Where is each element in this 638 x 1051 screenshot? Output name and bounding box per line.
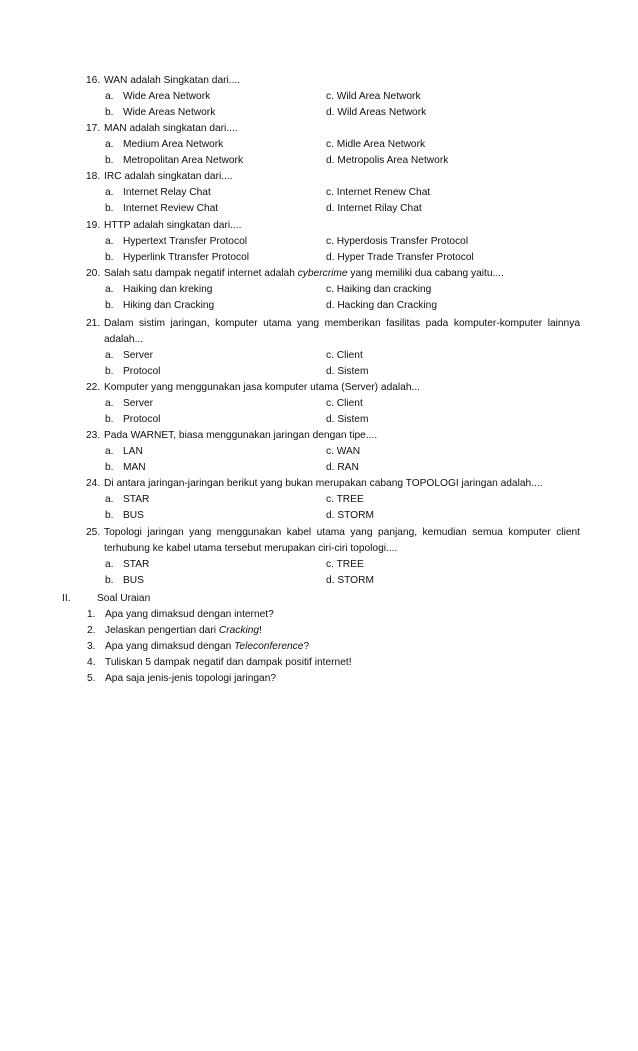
option-b: Protocol [123,366,161,377]
question-number: 16. [86,75,101,86]
option-letter: a. [105,350,114,361]
question-21 [80,316,580,380]
question-20 [80,266,580,314]
question-number: 18. [86,171,101,182]
option-letter: b. [105,155,114,166]
option-c: c. TREE [326,559,364,570]
option-b: Hiking dan Cracking [123,300,215,311]
essay-number: 3. [87,641,96,652]
option-a: Server [123,398,154,409]
option-letter: a. [105,187,114,198]
essay-text-emphasis: Cracking [218,625,260,636]
option-d: d. STORM [326,510,374,521]
question-text-emphasis: cybercrime [297,268,348,279]
option-letter: b. [105,203,114,214]
essay-text [105,639,309,655]
option-b: Protocol [123,414,161,425]
option-letter: b. [105,414,114,425]
list-item [80,623,580,639]
option-c: c. Midle Area Network [326,139,426,150]
option-letter: b. [105,252,114,263]
essay-text-pre: Jelaskan pengertian dari [105,625,219,636]
essay-list [80,607,580,687]
option-letter: b. [105,510,114,521]
question-text: HTTP adalah singkatan dari.... [104,220,242,231]
essay-text: Apa yang dimaksud dengan internet? [105,609,274,620]
option-b: BUS [123,510,144,521]
option-b: Metropolitan Area Network [123,155,244,166]
question-number: 24. [86,478,101,489]
option-a: Wide Area Network [123,91,211,102]
essay-number: 5. [87,673,96,684]
essay-text: Tuliskan 5 dampak negatif dan dampak positif internet! [105,657,352,668]
option-a: LAN [123,446,143,457]
question-text: Dalam sistim jaringan, komputer utama yang memberikan fasilitas pada komputer-komputer lainnya adalah... [104,318,580,345]
option-b: BUS [123,575,144,586]
option-b: MAN [123,462,146,473]
option-b: Wide Areas Network [123,107,216,118]
option-c: c. Haiking dan cracking [326,284,432,295]
question-17 [80,121,580,169]
essay-number: 2. [87,625,96,636]
section-number: II. [62,593,71,604]
option-letter: b. [105,462,114,473]
option-d: d. Sistem [326,414,369,425]
list-item [80,671,580,687]
option-a: STAR [123,494,150,505]
question-number: 17. [86,123,101,134]
option-d: d. RAN [326,462,359,473]
option-a: Medium Area Network [123,139,224,150]
question-text: Di antara jaringan-jaringan berikut yang bukan merupakan cabang TOPOLOGI jaringan adalah.... [104,478,543,489]
option-letter: a. [105,398,114,409]
essay-text-pre: Apa yang dimaksud dengan [105,641,235,652]
option-c: c. Wild Area Network [326,91,421,102]
option-a: Haiking dan kreking [123,284,213,295]
option-d: d. Metropolis Area Network [326,155,449,166]
question-text: MAN adalah singkatan dari.... [104,123,238,134]
option-letter: a. [105,559,114,570]
option-letter: b. [105,575,114,586]
option-b: Internet Review Chat [123,203,219,214]
option-b: Hyperlink Ttransfer Protocol [123,252,250,263]
option-letter: b. [105,107,114,118]
question-number: 21. [86,318,101,329]
option-letter: a. [105,494,114,505]
option-letter: b. [105,366,114,377]
option-d: d. Hyper Trade Transfer Protocol [326,252,474,263]
question-24 [80,476,580,524]
option-c: c. Client [326,398,363,409]
question-23 [80,428,580,476]
essay-number: 4. [87,657,96,668]
option-d: d. STORM [326,575,374,586]
question-number: 25. [86,527,101,538]
question-number: 19. [86,220,101,231]
question-22 [80,380,580,428]
essay-text-post: ! [259,625,262,636]
question-text-pre: Salah satu dampak negatif internet adalah [104,268,298,279]
essay-text-emphasis: Teleconference [234,641,304,652]
question-text: IRC adalah singkatan dari.... [104,171,233,182]
option-d: d. Hacking dan Cracking [326,300,437,311]
option-c: c. Hyperdosis Transfer Protocol [326,236,469,247]
question-text: Pada WARNET, biasa menggunakan jaringan dengan tipe.... [104,430,378,441]
option-letter: a. [105,284,114,295]
option-letter: a. [105,91,114,102]
option-a: Server [123,350,154,361]
list-item [80,607,580,623]
question-text [104,266,504,282]
essay-text: Apa saja jenis-jenis topologi jaringan? [105,673,277,684]
question-text: Topologi jaringan yang menggunakan kabel utama yang panjang, kemudian semua komputer client terhubung ke kabel utama tersebut merupakan ciri-ciri topologi.... [104,527,580,554]
option-letter: a. [105,446,114,457]
option-letter: a. [105,139,114,150]
option-letter: b. [105,300,114,311]
option-a: STAR [123,559,150,570]
question-text: WAN adalah Singkatan dari.... [104,75,241,86]
essay-number: 1. [87,609,96,620]
question-text: Komputer yang menggunakan jasa komputer utama (Server) adalah... [104,382,420,393]
question-number: 20. [86,268,101,279]
option-c: c. Client [326,350,363,361]
question-16 [80,73,580,121]
list-item [80,655,580,671]
question-25 [80,525,580,589]
essay-text [105,623,262,639]
question-number: 22. [86,382,101,393]
option-a: Hypertext Transfer Protocol [123,236,247,247]
option-c: c. TREE [326,494,364,505]
option-a: Internet Relay Chat [123,187,211,198]
list-item [80,639,580,655]
question-number: 23. [86,430,101,441]
option-d: d. Sistem [326,366,369,377]
option-d: d. Internet Rilay Chat [326,203,422,214]
option-c: c. WAN [326,446,361,457]
section-title: Soal Uraian [97,593,151,604]
question-text-post: yang memiliki dua cabang yaitu.... [347,268,504,279]
option-letter: a. [105,236,114,247]
option-c: c. Internet Renew Chat [326,187,431,198]
option-d: d. Wild Areas Network [326,107,427,118]
question-19 [80,218,580,266]
question-18 [80,169,580,217]
essay-text-post: ? [303,641,310,652]
